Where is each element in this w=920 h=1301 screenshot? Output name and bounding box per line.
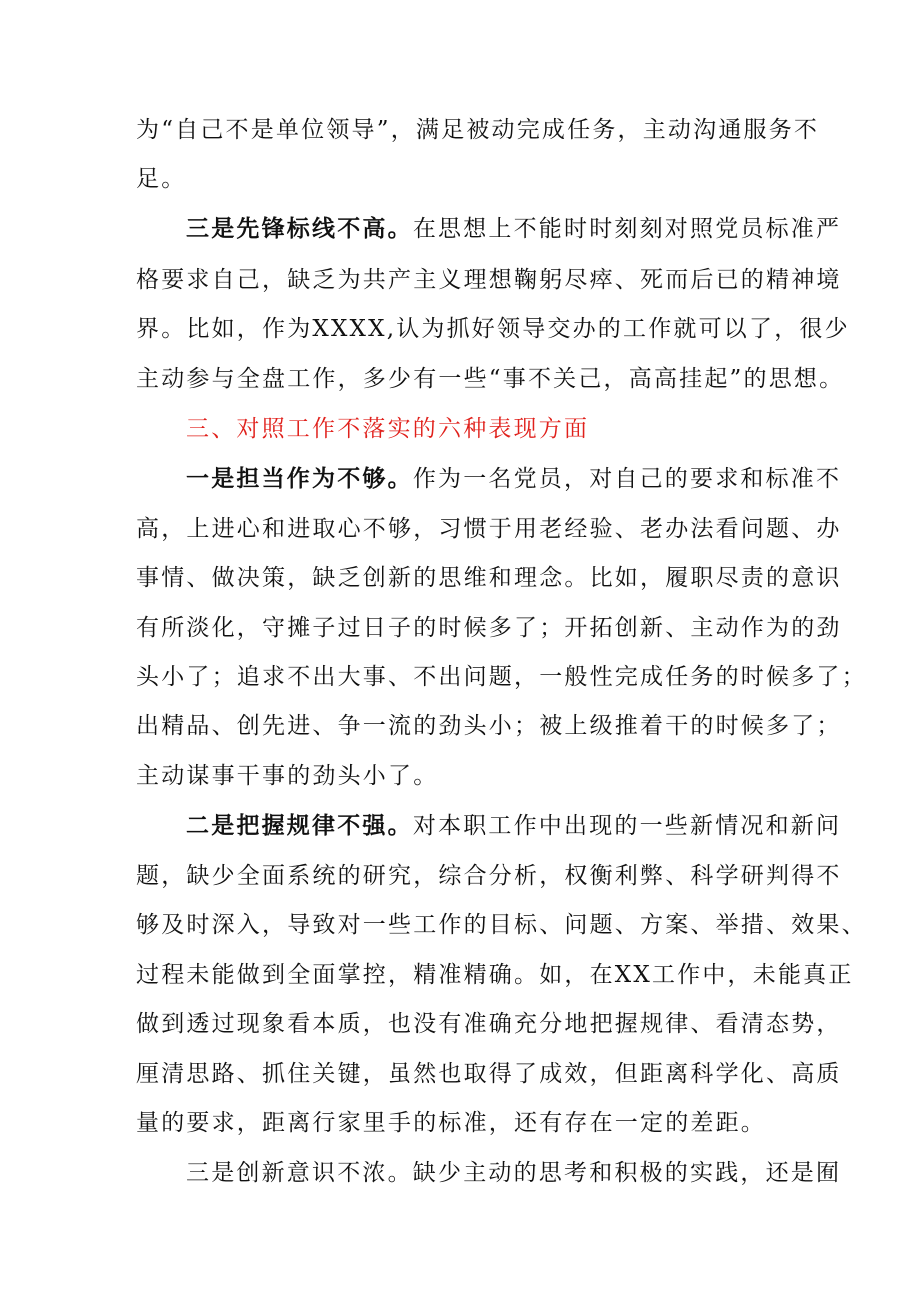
pioneer-line-3: 界。比如，作为XXXX,认为抓好领导交办的工作就可以了，很少 — [136, 316, 850, 342]
rules-line-7: 量的要求，距离行家里手的标准，还有存在一定的差距。 — [136, 1110, 766, 1136]
rules-line-4: 过程未能做到全面掌控，精准精确。如，在XX工作中，未能真正 — [136, 962, 854, 988]
pioneer-paragraph-first-line — [186, 214, 841, 244]
pioneer-line-4: 主动参与全盘工作，多少有一些“事不关己，高高挂起”的思想。 — [136, 366, 845, 392]
rules-line-3: 够及时深入，导致对一些工作的目标、问题、方案、举措、效果、 — [136, 912, 867, 938]
continuation-line-2: 足。 — [136, 166, 187, 192]
responsibility-lead: 一是担当作为不够。 — [186, 465, 413, 492]
rules-line-6: 厘清思路、抓住关键，虽然也取得了成效，但距离科学化、高质 — [136, 1061, 842, 1087]
responsibility-line-6: 出精品、创先进、争一流的劲头小；被上级推着干的时候多了； — [136, 713, 842, 739]
rules-line-2: 题，缺少全面系统的研究，综合分析，权衡利弊、科学研判得不 — [136, 863, 842, 889]
responsibility-line-4: 有所淡化，守摊子过日子的时候多了；开拓创新、主动作为的劲 — [136, 615, 842, 641]
innovation-paragraph-first-line: 三是创新意识不浓。缺少主动的思考和积极的实践，还是囿 — [186, 1160, 842, 1186]
continuation-line-1: 为“自己不是单位领导”，满足被动完成任务，主动沟通服务不 — [136, 117, 820, 143]
responsibility-line-3: 事情、做决策，缺乏创新的思维和理念。比如，履职尽责的意识 — [136, 565, 842, 591]
responsibility-paragraph-first-line — [186, 464, 841, 494]
rules-line-5: 做到透过现象看本质，也没有准确充分地把握规律、看清态势， — [136, 1011, 842, 1037]
pioneer-lead: 三是先锋标线不高。 — [186, 215, 413, 242]
section-heading: 三、对照工作不落实的六种表现方面 — [186, 416, 590, 442]
responsibility-line-2: 高，上进心和进取心不够，习惯于用老经验、老办法看问题、办 — [136, 516, 842, 542]
responsibility-first-line-text: 作为一名党员，对自己的要求和标准不 — [412, 466, 842, 492]
pioneer-first-line-text: 在思想上不能时时刻刻对照党员标准严 — [412, 216, 842, 242]
rules-paragraph-first-line — [186, 811, 841, 841]
rules-first-line-text: 对本职工作中出现的一些新情况和新问 — [412, 813, 842, 839]
pioneer-line-2: 格要求自己，缺乏为共产主义理想鞠躬尽瘁、死而后已的精神境 — [136, 267, 842, 293]
rules-lead: 二是把握规律不强。 — [186, 812, 413, 839]
responsibility-line-5: 头小了；追求不出大事、不出问题，一般性完成任务的时候多了； — [136, 664, 867, 690]
responsibility-line-7: 主动谋事干事的劲头小了。 — [136, 763, 439, 789]
